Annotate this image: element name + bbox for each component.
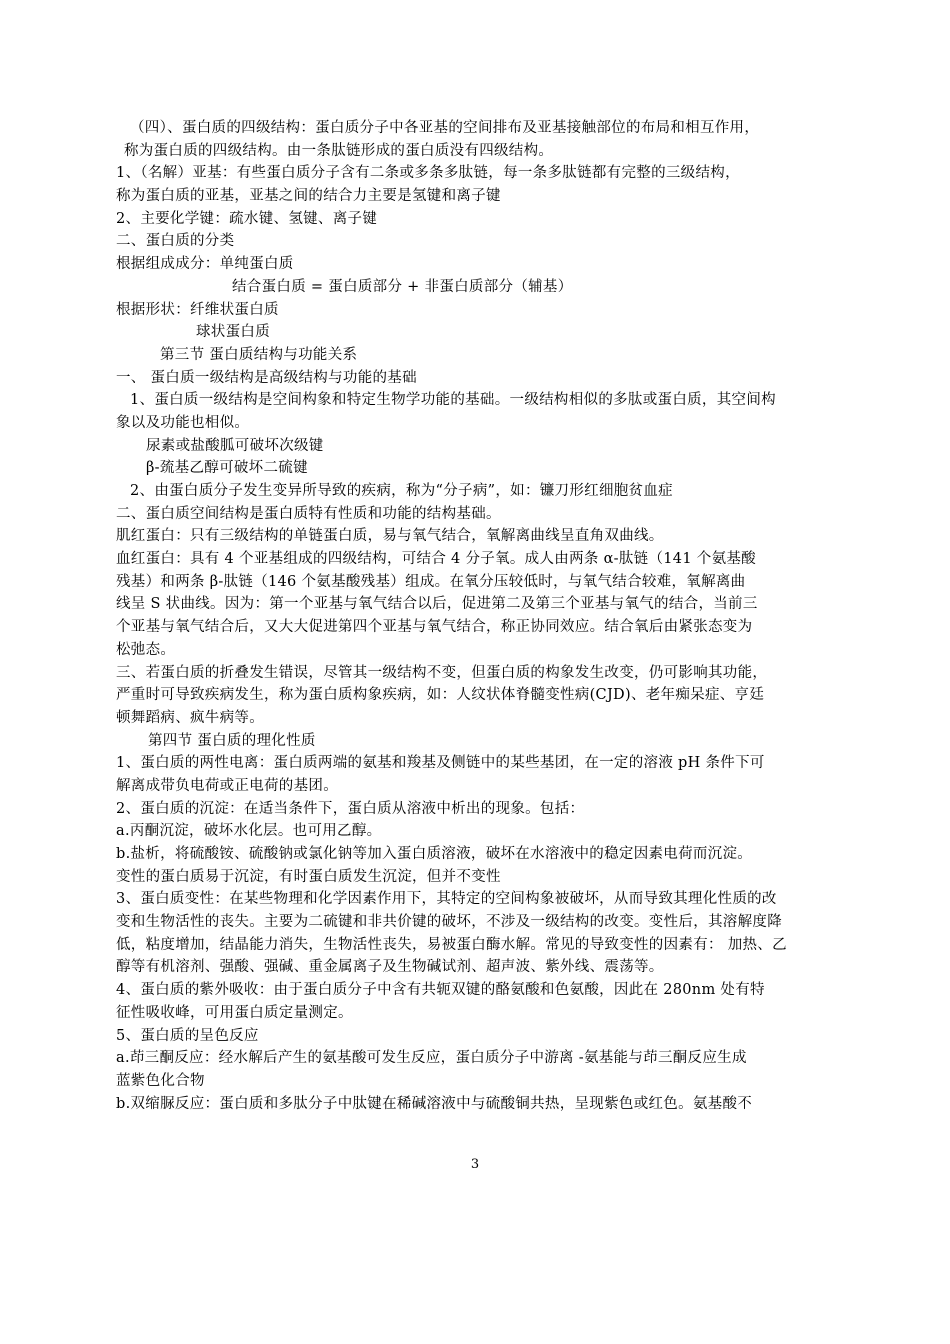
text-line: 3、蛋白质变性：在某些物理和化学因素作用下，其特定的空间构象被破坏，从而导致其理化性质的改: [116, 891, 777, 908]
text-line: 变性的蛋白质易于沉淀，有时蛋白质发生沉淀，但并不变性: [116, 868, 501, 885]
text-line: 严重时可导致疾病发生，称为蛋白质构象疾病，如：人纹状体脊髓变性病(CJD)、老年痴呆症、亨廷: [116, 687, 765, 704]
text-line: （四）、蛋白质的四级结构：蛋白质分子中各亚基的空间排布及亚基接触部位的布局和相互作用，: [130, 120, 760, 136]
text-line: 变和生物活性的丧失。主要为二硫键和非共价键的破坏，不涉及一级结构的改变。变性后，其溶解度降: [116, 914, 782, 931]
text-line: 球状蛋白质: [196, 324, 270, 341]
text-line: 称为蛋白质的四级结构。由一条肽链形成的蛋白质没有四级结构。: [124, 142, 554, 159]
text-line: 解离成带负电荷或正电荷的基团。: [116, 777, 338, 794]
text-line: 松弛态。: [116, 641, 176, 658]
text-line: a.茚三酮反应：经水解后产生的氨基酸可发生反应，蛋白质分子中游离 -氨基能与茚三酮反应生成: [116, 1050, 747, 1067]
text-line: 线呈 S 状曲线。因为：第一个亚基与氧气结合以后，促进第二及第三个亚基与氧气的结合，当前三: [116, 596, 758, 613]
text-line: 二、蛋白质的分类: [116, 233, 235, 250]
text-line: 顿舞蹈病、疯牛病等。: [116, 709, 264, 726]
text-line: 低，粘度增加，结晶能力消失，生物活性丧失，易被蛋白酶水解。常见的导致变性的因素有： 加热、乙: [116, 936, 787, 953]
text-line: 2、由蛋白质分子发生变异所导致的疾病，称为“分子病”，如：镰刀形红细胞贫血症: [130, 483, 673, 499]
page-body: [116, 117, 846, 1115]
text-line: 尿素或盐酸胍可破坏次级键: [146, 437, 324, 454]
text-line: 根据形状：纤维状蛋白质: [116, 301, 279, 318]
text-line: β-巯基乙醇可破坏二硫键: [146, 460, 308, 477]
text-line: a.丙酮沉淀，破坏水化层。也可用乙醇。: [116, 823, 382, 840]
text-line: 个亚基与氧气结合后，又大大促进第四个亚基与氧气结合，称正协同效应。结合氧后由紧张态变为: [116, 619, 753, 636]
text-line: 醇等有机溶剂、强酸、强碱、重金属离子及生物碱试剂、超声波、紫外线、震荡等。: [116, 959, 664, 976]
text-line: 结合蛋白质 = 蛋白质部分 + 非蛋白质部分（辅基）: [232, 278, 573, 295]
text-line: 肌红蛋白：只有三级结构的单链蛋白质，易与氧气结合，氧解离曲线呈直角双曲线。: [116, 528, 664, 545]
text-line: 象以及功能也相似。: [116, 414, 250, 431]
text-line: 1、蛋白质的两性电离：蛋白质两端的氨基和羧基及侧链中的某些基团，在一定的溶液 pH 条件下可: [116, 755, 765, 772]
text-line: 血红蛋白：具有 4 个亚基组成的四级结构，可结合 4 分子氧。成人由两条 α-肽链（141 个氨基酸: [116, 551, 756, 568]
text-line: 1、（名解）亚基：有些蛋白质分子含有二条或多条多肽链，每一条多肽链都有完整的三级结构，: [116, 165, 740, 182]
text-line: 称为蛋白质的亚基，亚基之间的结合力主要是氢键和离子键: [116, 188, 501, 205]
page-number: 3: [470, 1157, 480, 1172]
text-line: 二、蛋白质空间结构是蛋白质特有性质和功能的结构基础。: [116, 505, 501, 522]
text-line: 三、若蛋白质的折叠发生错误，尽管其一级结构不变，但蛋白质的构象发生改变，仍可影响其功能，: [116, 664, 768, 681]
text-line: 2、蛋白质的沉淀：在适当条件下，蛋白质从溶液中析出的现象。包括：: [116, 800, 585, 817]
text-line: 蓝紫色化合物: [116, 1072, 205, 1089]
text-line: 1、蛋白质一级结构是空间构象和特定生物学功能的基础。一级结构相似的多肽或蛋白质，其空间构: [130, 392, 776, 409]
text-line: 5、蛋白质的呈色反应: [116, 1027, 259, 1044]
text-line: 第四节 蛋白质的理化性质: [148, 732, 316, 749]
text-line: 2、主要化学键：疏水键、氢键、离子键: [116, 210, 378, 227]
text-line: 残基）和两条 β-肽链（146 个氨基酸残基）组成。在氧分压较低时，与氧气结合较难，氧解离曲: [116, 573, 746, 590]
text-line: 根据组成成分：单纯蛋白质: [116, 256, 294, 273]
text-line: 征性吸收峰，可用蛋白质定量测定。: [116, 1004, 353, 1021]
text-line: 4、蛋白质的紫外吸收：由于蛋白质分子中含有共轭双键的酪氨酸和色氨酸，因此在 280nm 处有特: [116, 982, 765, 999]
text-line: b.双缩脲反应：蛋白质和多肽分子中肽键在稀碱溶液中与硫酸铜共热，呈现紫色或红色。氨基酸不: [116, 1095, 753, 1112]
text-line: 第三节 蛋白质结构与功能关系: [160, 346, 358, 363]
text-line: 一、 蛋白质一级结构是高级结构与功能的基础: [116, 369, 417, 386]
text-line: b.盐析，将硫酸铵、硫酸钠或氯化钠等加入蛋白质溶液，破坏在水溶液中的稳定因素电荷而沉淀。: [116, 846, 753, 862]
